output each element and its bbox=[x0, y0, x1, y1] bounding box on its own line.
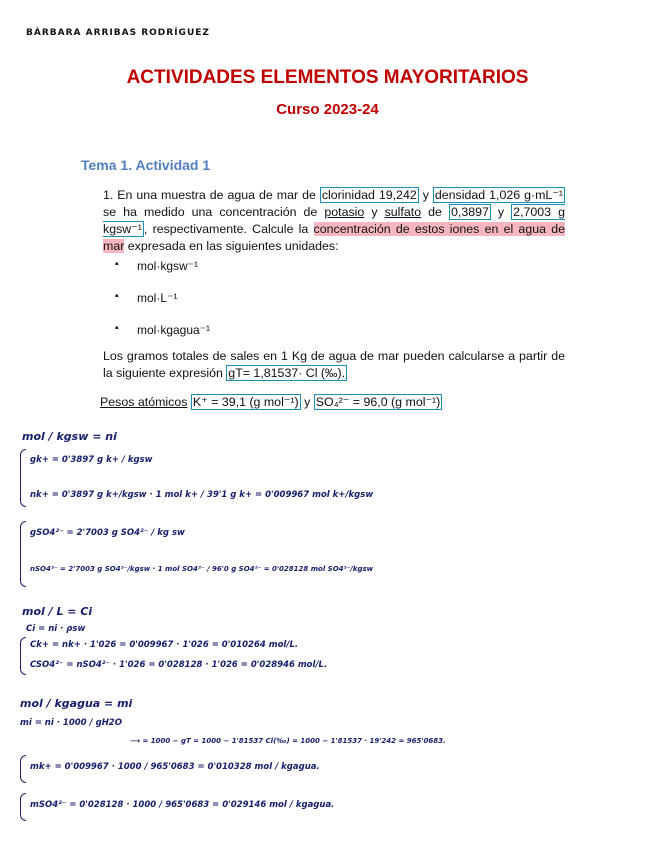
problem-text: y bbox=[418, 188, 433, 202]
problem-text: y bbox=[364, 205, 385, 219]
problem-text: y bbox=[490, 205, 512, 219]
handwritten-line: nSO4²⁻ = 2'7003 g SO4²⁻/kgsw · 1 mol SO4²⁻ / 96'0 g SO4²⁻ = 0'028128 mol SO4²⁻/kgsw bbox=[30, 565, 374, 573]
problem-statement bbox=[103, 187, 565, 255]
sales-text: Los gramos totales de sales en 1 Kg de agua de mar pueden calcularse a partir de la siguiente expresión bbox=[103, 349, 565, 380]
handwritten-line: Ci = ni · ρsw bbox=[26, 624, 86, 634]
list-item: ▪ mol·L⁻¹ bbox=[103, 291, 210, 323]
page-subtitle: Curso 2023-24 bbox=[276, 101, 379, 118]
problem-text: , respectivamente. Calcule la bbox=[143, 222, 314, 236]
list-item: ▪ mol·kgsw⁻¹ bbox=[103, 259, 210, 291]
handwritten-line: Ck+ = nk+ · 1'026 = 0'009967 · 1'026 = 0'010264 mol/L. bbox=[30, 640, 299, 650]
handwritten-line: mk+ = 0'009967 · 1000 / 965'0683 = 0'010328 mol / kgagua. bbox=[30, 762, 320, 772]
handwritten-line: nk+ = 0'3897 g k+/kgsw · 1 mol k+ / 39'1 g k+ = 0'009967 mol k+/kgsw bbox=[30, 490, 374, 500]
problem-text: de bbox=[421, 205, 449, 219]
connector-text: y bbox=[304, 395, 311, 409]
atomic-weights bbox=[100, 394, 562, 411]
handwritten-line: ⟶ = 1000 − gT = 1000 − 1'81537 Cl(‰) = 1000 − 1'81537 · 19'242 = 965'0683. bbox=[130, 737, 446, 745]
highlighted-text: concentración de estos iones en el agua de mar bbox=[103, 222, 565, 253]
units-list bbox=[103, 259, 210, 355]
handwritten-line: mi = ni · 1000 / gH2O bbox=[20, 718, 122, 728]
page-title: ACTIVIDADES ELEMENTOS MAYORITARIOS bbox=[126, 67, 529, 88]
formula-box: gT= 1,81537· Cl (‰). bbox=[228, 366, 346, 380]
handwritten-line: mSO4²⁻ = 0'028128 · 1000 / 965'0683 = 0'029146 mol / kgagua. bbox=[30, 800, 335, 810]
brace bbox=[20, 637, 26, 675]
potasio-value-box: 0,3897 bbox=[450, 205, 489, 219]
handwritten-heading: mol / L = Ci bbox=[22, 605, 93, 618]
so4-weight-box: SO₄²⁻ = 96,0 (g mol⁻¹) bbox=[315, 395, 441, 409]
atomic-weights-label: Pesos atómicos bbox=[100, 395, 188, 409]
list-item: ▪ mol·kgagua⁻¹ bbox=[103, 323, 210, 355]
clorinidad-box: clorinidad 19,242 bbox=[321, 188, 417, 202]
sales-paragraph bbox=[103, 348, 565, 382]
sulfato-value-box: 2,7003 g kgsw⁻¹ bbox=[103, 205, 565, 236]
problem-text: 1. En una muestra de agua de mar de bbox=[103, 188, 320, 202]
handwritten-line: CSO4²⁻ = nSO4²⁻ · 1'026 = 0'028128 · 1'026 = 0'028946 mol/L. bbox=[30, 660, 328, 670]
author-name: BÁRBARA ARRIBAS RODRÍGUEZ bbox=[26, 28, 210, 38]
handwritten-line: gSO4²⁻ = 2'7003 g SO4²⁻ / kg sw bbox=[30, 528, 185, 538]
k-weight-box: K⁺ = 39,1 (g mol⁻¹) bbox=[192, 395, 299, 409]
potasio-text: potasio bbox=[324, 205, 365, 219]
sulfato-text: sulfato bbox=[384, 205, 422, 219]
brace bbox=[20, 793, 26, 821]
brace bbox=[20, 449, 26, 507]
brace bbox=[20, 521, 26, 587]
handwritten-heading: mol / kgagua = mi bbox=[20, 697, 133, 710]
problem-text: expresada en las siguientes unidades: bbox=[124, 239, 339, 253]
handwritten-line: gk+ = 0'3897 g k+ / kgsw bbox=[30, 455, 153, 465]
problem-text: se ha medido una concentración de bbox=[103, 205, 325, 219]
handwritten-heading: mol / kgsw = ni bbox=[22, 430, 117, 443]
section-heading: Tema 1. Actividad 1 bbox=[81, 157, 211, 173]
brace bbox=[20, 755, 26, 783]
densidad-box: densidad 1,026 g·mL⁻¹ bbox=[434, 188, 563, 202]
